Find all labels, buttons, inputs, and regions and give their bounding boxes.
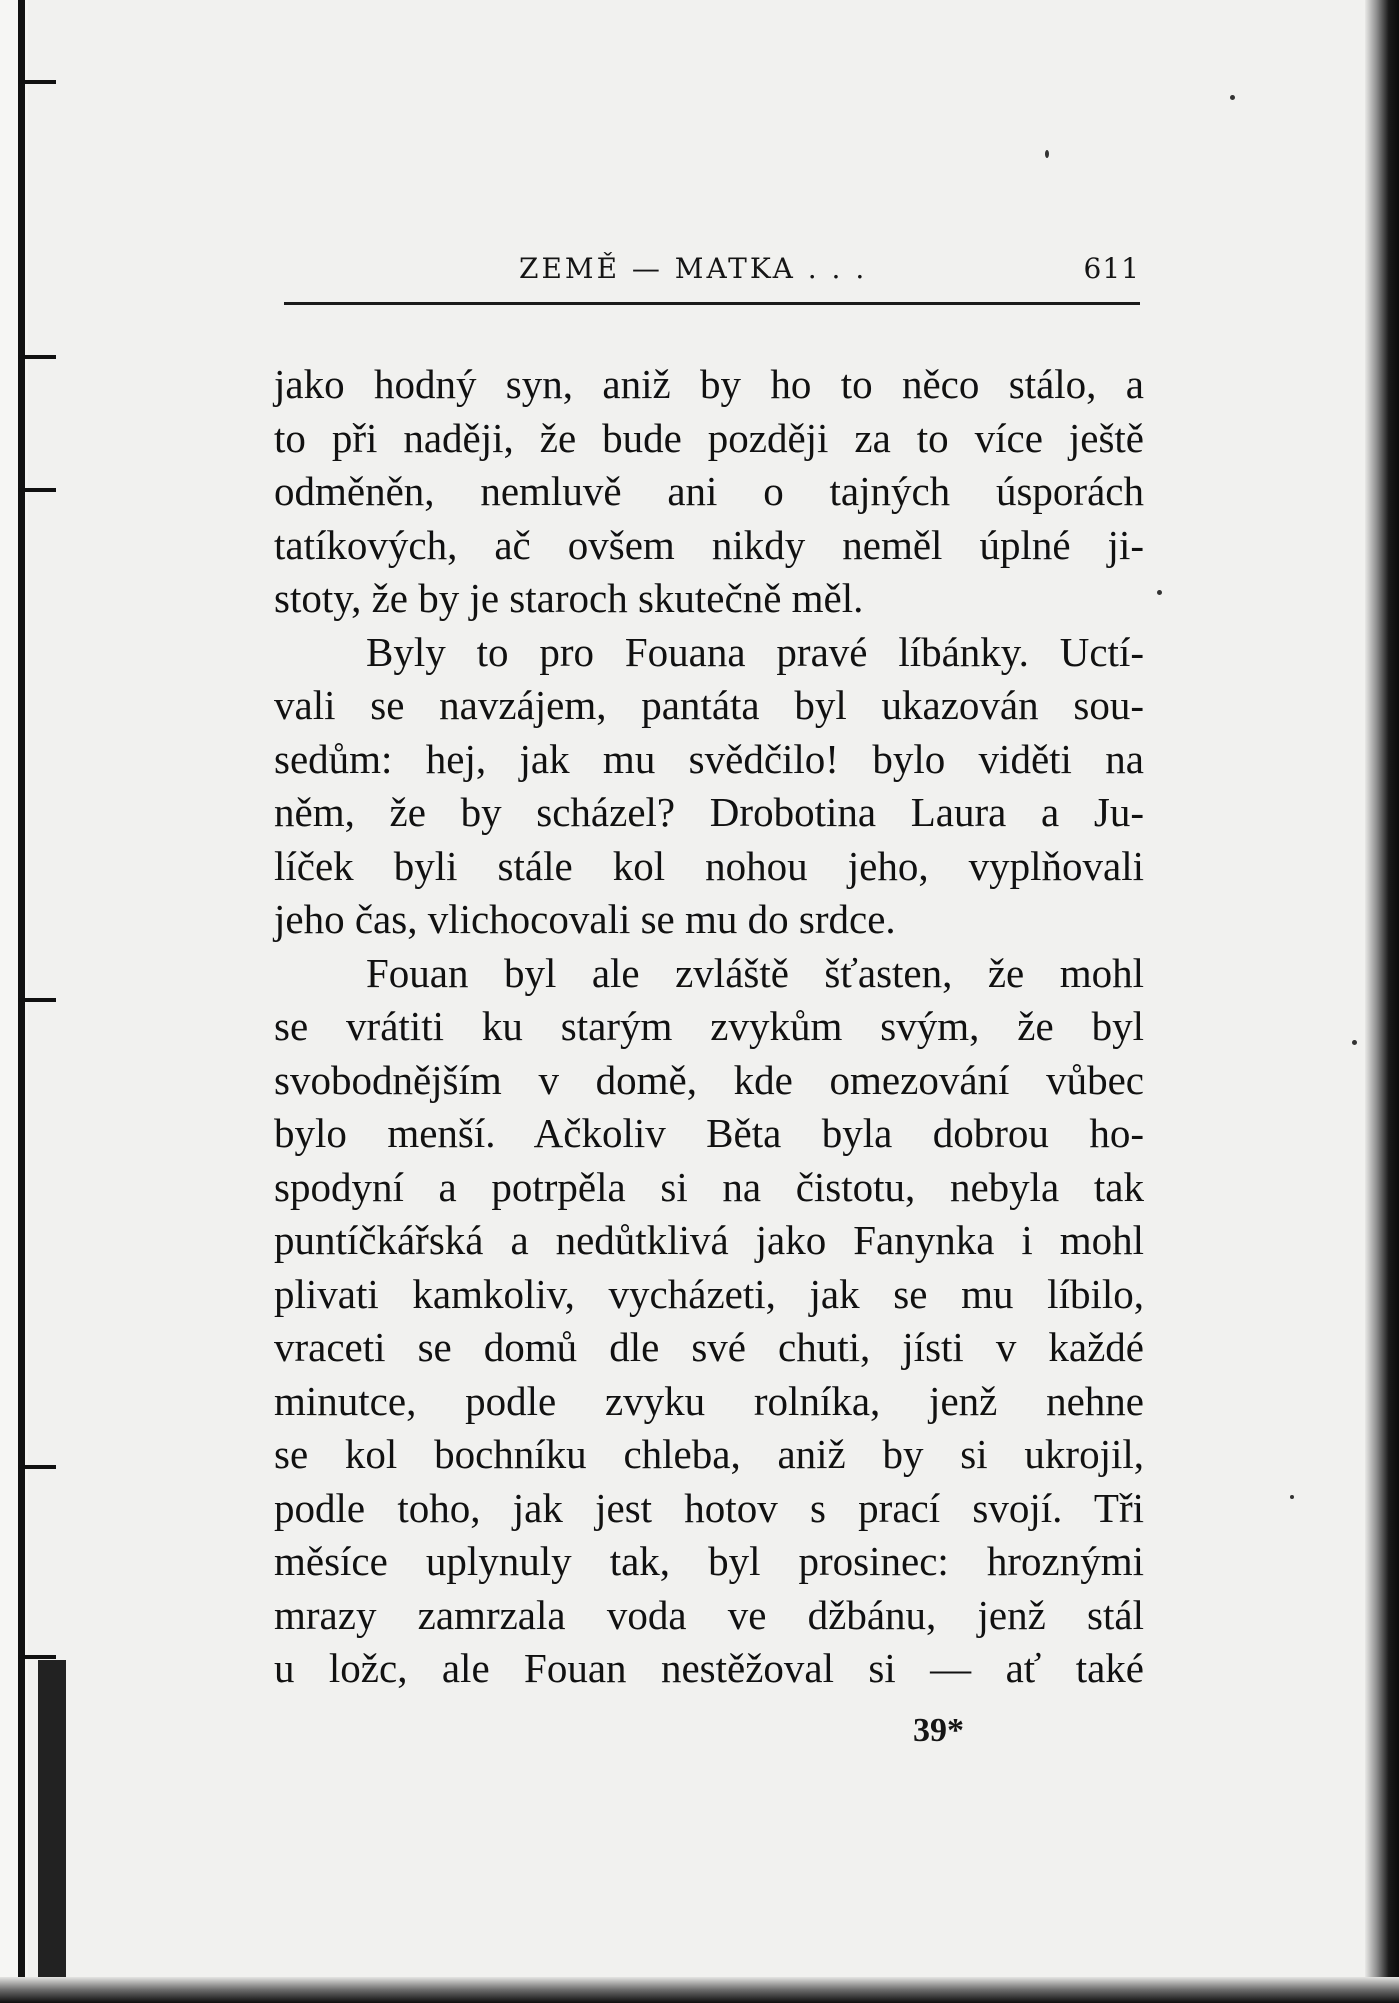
text-line: puntíčkářská a nedůtklivá jako Fanynka i mohl bbox=[274, 1217, 1144, 1263]
running-header bbox=[284, 252, 1140, 292]
scan-speck bbox=[1352, 1040, 1357, 1045]
bottom-page-edge bbox=[0, 1977, 1399, 2003]
header-rule bbox=[284, 302, 1140, 305]
binding-mark bbox=[18, 1655, 56, 1659]
binding-mark bbox=[18, 998, 56, 1002]
text-line: podle toho, jak jest hotov s prací svojí. Tři bbox=[274, 1484, 1144, 1531]
body-text bbox=[274, 358, 1144, 1696]
binding-mark bbox=[18, 488, 56, 492]
text-line: bylo menší. Ačkoliv Běta byla dobrou ho- bbox=[274, 1110, 1144, 1156]
text-line: vraceti se domů dle své chuti, jísti v každé bbox=[274, 1324, 1144, 1370]
text-line: něm, že by scházel? Drobotina Laura a Ju- bbox=[274, 789, 1144, 835]
text-line: plivati kamkoliv, vycházeti, jak se mu líbilo, bbox=[274, 1270, 1144, 1317]
scan-speck bbox=[1290, 1495, 1294, 1499]
binding-mark bbox=[18, 1465, 56, 1469]
text-line: tatíkových, ač ovšem nikdy neměl úplné ji- bbox=[274, 521, 1144, 568]
text-line: Fouan byl ale zvláště šťasten, že mohl bbox=[366, 949, 1144, 996]
text-line: Byly to pro Fouana pravé líbánky. Uctí- bbox=[366, 628, 1144, 675]
text-line: měsíce uplynuly tak, byl prosinec: hroznými bbox=[274, 1538, 1144, 1584]
text-line: se vrátiti ku starým zvykům svým, že byl bbox=[274, 1003, 1144, 1049]
scan-speck bbox=[1230, 95, 1235, 100]
text-line: u ložc, ale Fouan nestěžoval si — ať také bbox=[274, 1645, 1144, 1691]
binding-mark bbox=[18, 355, 56, 359]
binding-mark bbox=[18, 80, 56, 84]
text-line: to při naději, že bude později za to více ještě bbox=[274, 414, 1144, 461]
text-line: svobodnějším v domě, kde omezování vůbec bbox=[274, 1056, 1144, 1103]
scan-speck bbox=[1045, 150, 1049, 158]
text-line: minutce, podle zvyku rolníka, jenž nehne bbox=[274, 1377, 1144, 1424]
signature-mark: 39* bbox=[913, 1712, 964, 1749]
right-page-edge bbox=[1365, 0, 1399, 2003]
text-line: odměněn, nemluvě ani o tajných úsporách bbox=[274, 468, 1144, 514]
text-line: vali se navzájem, pantáta byl ukazován sou- bbox=[274, 682, 1144, 728]
binding-shadow bbox=[38, 1660, 78, 2003]
text-line: mrazy zamrzala voda ve džbánu, jenž stál bbox=[274, 1591, 1144, 1638]
text-line: jako hodný syn, aniž by ho to něco stálo, a bbox=[274, 361, 1144, 407]
text-line: stoty, že by je staroch skutečně měl. bbox=[274, 575, 864, 621]
scan-speck bbox=[1157, 590, 1162, 595]
text-line: se kol bochníku chleba, aniž by si ukrojil, bbox=[274, 1431, 1144, 1477]
text-line: jeho čas, vlichocovali se mu do srdce. bbox=[274, 896, 896, 942]
text-line: líček byli stále kol nohou jeho, vyplňovali bbox=[274, 842, 1144, 889]
running-title: ZEMĚ — MATKA . . . bbox=[519, 252, 868, 285]
text-line: spodyní a potrpěla si na čistotu, nebyla tak bbox=[274, 1163, 1144, 1210]
page-number: 611 bbox=[1083, 252, 1140, 285]
text-line: sedům: hej, jak mu svědčilo! bylo viděti na bbox=[274, 735, 1144, 782]
